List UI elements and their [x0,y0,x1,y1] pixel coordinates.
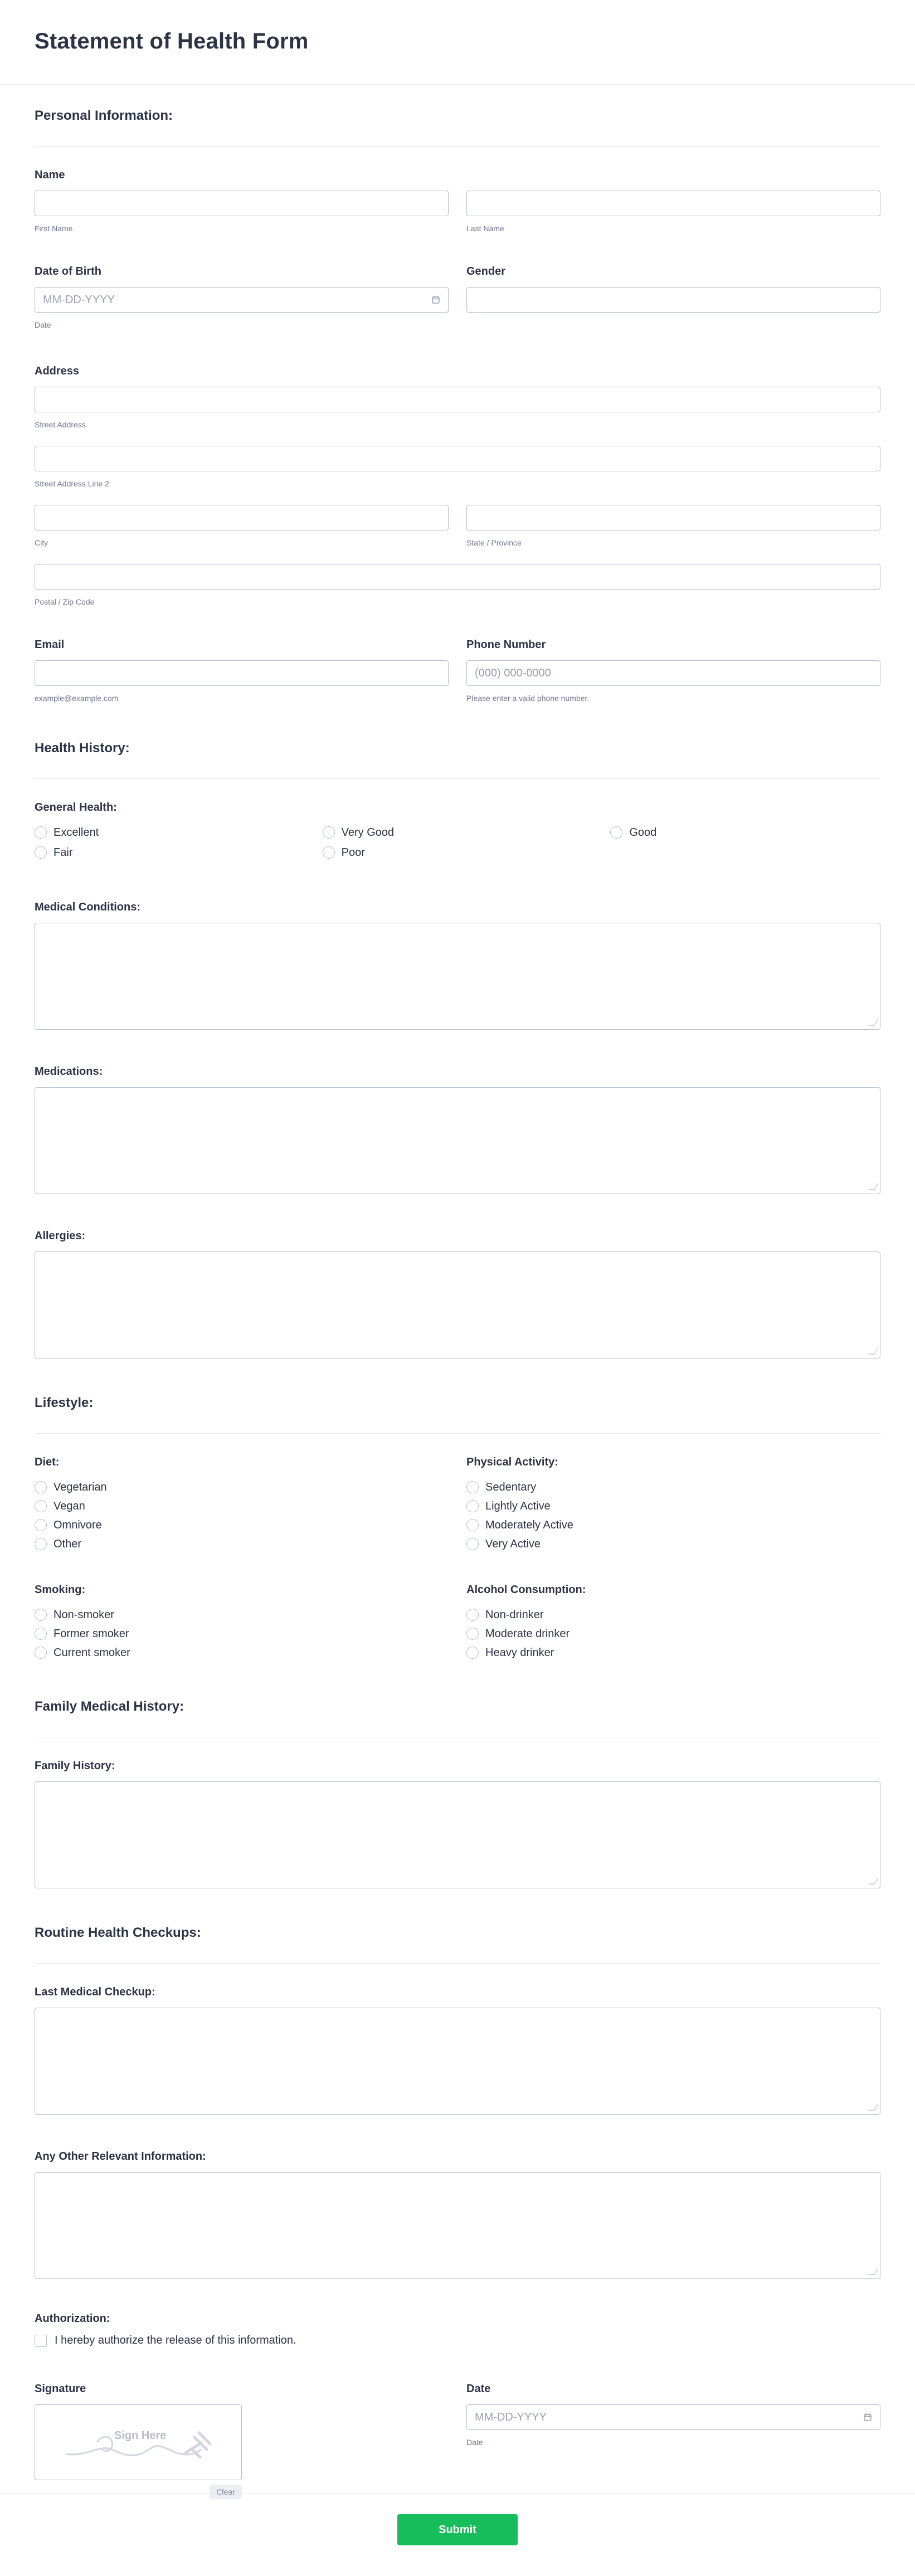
alcohol-option-label: Moderate drinker [485,1627,570,1640]
spacer [35,1434,880,1456]
radio-circle-icon [466,1647,479,1659]
name-row [35,191,880,233]
smoking-option-non-smoker[interactable] [35,1605,449,1624]
street-address-line-2-input[interactable] [35,446,880,471]
street-address-sublabel: Street Address [35,420,86,429]
dob-input[interactable] [35,287,449,313]
spacer [35,1888,880,1925]
state-col [466,505,880,547]
spacer [35,147,880,169]
signature-placeholder: Sign Here [114,2429,167,2442]
date-label: Date [466,2383,491,2395]
general-health-option-poor[interactable] [323,843,593,862]
diet-label: Diet: [35,1456,60,1468]
smoking-col [35,1584,449,1662]
signature-pad[interactable] [35,2404,242,2480]
postal-code-sublabel: Postal / Zip Code [35,597,95,606]
spacer [35,1964,880,1986]
general-health-option-label: Excellent [53,826,99,839]
state-sublabel: State / Province [466,538,522,547]
physical-activity-option-label: Sedentary [485,1481,537,1493]
general-health-option-very-good[interactable] [323,823,593,842]
gender-col [466,265,880,329]
other-info-textarea[interactable] [35,2172,880,2279]
spacer [35,779,880,801]
physical-activity-option-lightly-active[interactable] [466,1497,880,1516]
diet-option-label: Other [53,1537,82,1550]
checkbox-square-icon [35,2335,47,2347]
resize-handle-icon[interactable] [868,2268,879,2275]
radio-circle-icon [466,1481,479,1493]
phone-label: Phone Number [466,639,546,651]
city-sublabel: City [35,538,48,547]
alcohol-option-moderate-drinker[interactable] [466,1624,880,1643]
spacer [35,2279,880,2312]
section-title-family-medical-history: Family Medical History: [35,1699,880,1737]
resize-handle-icon[interactable] [868,2104,879,2111]
activity-col [466,1456,880,1554]
spacer [35,329,880,365]
section-title-routine-health-checkups: Routine Health Checkups: [35,1925,880,1964]
medications-label: Medications: [35,1065,103,1078]
physical-activity-option-label: Moderately Active [485,1518,573,1531]
physical-activity-option-very-active[interactable] [466,1535,880,1554]
diet-option-other[interactable] [35,1535,449,1554]
medications-textarea[interactable] [35,1087,880,1194]
email-phone-row [35,639,880,703]
physical-activity-label: Physical Activity: [466,1456,558,1468]
email-sublabel: example@example.com [35,694,119,703]
authorization-checkbox[interactable] [35,2334,880,2347]
dob-placeholder: MM-DD-YYYY [43,293,115,306]
general-health-option-excellent[interactable] [35,823,305,842]
diet-option-omnivore[interactable] [35,1516,449,1535]
medical-conditions-label: Medical Conditions: [35,901,140,913]
signature-date-row [35,2383,880,2499]
date-col [466,2383,880,2499]
alcohol-option-heavy-drinker[interactable] [466,1643,880,1662]
section-title-health-history: Health History: [35,741,880,779]
physical-activity-options [466,1478,880,1554]
radio-circle-icon [35,1519,47,1531]
submit-button[interactable]: Submit [397,2514,518,2545]
calendar-icon[interactable] [863,2413,872,2422]
general-health-option-label: Good [629,826,657,839]
radio-circle-icon [35,1609,47,1621]
alcohol-consumption-label: Alcohol Consumption: [466,1584,586,1596]
email-col [35,639,449,703]
general-health-label: General Health: [35,801,117,814]
diet-option-label: Vegetarian [53,1481,107,1493]
spacer [35,233,880,265]
spacer [35,1194,880,1230]
gender-input[interactable] [466,287,880,313]
diet-options [35,1478,449,1554]
spacer [35,547,880,564]
name-label: Name [35,169,65,181]
diet-option-label: Omnivore [53,1518,102,1531]
alcohol-option-label: Heavy drinker [485,1646,554,1659]
radio-circle-icon [323,846,335,859]
first-name-sublabel: First Name [35,224,73,233]
city-input[interactable] [35,505,449,530]
spacer [35,2115,880,2150]
last-medical-checkup-textarea[interactable] [35,2008,880,2115]
smoking-option-label: Former smoker [53,1627,129,1640]
form-header [0,0,915,85]
general-health-option-label: Very Good [341,826,395,839]
smoking-option-current-smoker[interactable] [35,1643,449,1662]
radio-circle-icon [466,1609,479,1621]
last-name-col [466,191,880,233]
spacer [35,1030,880,1065]
resize-handle-icon[interactable] [868,1348,879,1355]
spacer [35,2347,880,2383]
smoking-option-former-smoker[interactable] [35,1624,449,1643]
general-health-option-label: Poor [341,846,365,859]
calendar-icon[interactable] [431,295,440,304]
form-content [0,85,915,2500]
dob-gender-row [35,265,880,329]
section-title-lifestyle: Lifestyle: [35,1395,880,1434]
spacer [35,1662,880,1699]
gender-label: Gender [466,265,506,277]
section-title-personal-information: Personal Information: [35,108,880,147]
first-name-col [35,191,449,233]
radio-circle-icon [466,1519,479,1531]
radio-circle-icon [610,826,622,839]
diet-col [35,1456,449,1554]
spacer [35,703,880,741]
family-history-label: Family History: [35,1760,115,1772]
medical-conditions-textarea[interactable] [35,923,880,1030]
authorization-checkbox-text: I hereby authorize the release of this information. [55,2334,296,2346]
date-sublabel: Date [466,2438,483,2447]
radio-circle-icon [35,826,47,839]
smoking-options [35,1605,449,1662]
diet-activity-row [35,1456,880,1554]
alcohol-consumption-options [466,1605,880,1662]
page-title: Statement of Health Form [35,29,309,53]
physical-activity-option-sedentary[interactable] [466,1478,880,1497]
resize-handle-icon[interactable] [868,1019,879,1026]
last-name-input[interactable] [466,191,880,216]
radio-circle-icon [35,1538,47,1550]
spacer [35,85,880,108]
radio-circle-icon [323,826,335,839]
phone-col [466,639,880,703]
spacer [35,862,880,901]
street-address-line-2-sublabel: Street Address Line 2 [35,479,109,488]
other-info-label: Any Other Relevant Information: [35,2150,206,2163]
spacer [35,429,880,446]
allergies-label: Allergies: [35,1230,86,1242]
first-name-input[interactable] [35,191,449,216]
signature-pad-wrap [35,2404,242,2499]
radio-circle-icon [466,1500,479,1512]
smoking-option-label: Non-smoker [53,1608,114,1621]
street-address-input[interactable] [35,387,880,412]
resize-handle-icon[interactable] [868,1184,879,1190]
form-footer [0,2494,915,2576]
radio-circle-icon [35,1481,47,1493]
dob-col [35,265,449,329]
phone-input[interactable] [466,660,880,686]
radio-circle-icon [35,1500,47,1512]
alcohol-option-non-drinker[interactable] [466,1605,880,1624]
radio-circle-icon [466,1538,479,1550]
general-health-option-fair[interactable] [35,843,305,862]
spacer [35,1358,880,1395]
general-health-options [35,823,880,862]
radio-circle-icon [35,846,47,859]
signature-label: Signature [35,2383,86,2395]
smoking-alcohol-row [35,1584,880,1662]
physical-activity-option-label: Very Active [485,1537,541,1550]
family-history-textarea[interactable] [35,1781,880,1888]
radio-circle-icon [466,1628,479,1640]
smoking-option-label: Current smoker [53,1646,130,1659]
general-health-option-label: Fair [53,846,73,859]
date-placeholder: MM-DD-YYYY [475,2411,547,2423]
alcohol-option-label: Non-drinker [485,1608,544,1621]
last-medical-checkup-label: Last Medical Checkup: [35,1986,155,1998]
diet-option-label: Vegan [53,1499,85,1512]
radio-circle-icon [35,1647,47,1659]
city-col [35,505,449,547]
spacer [35,1554,880,1584]
date-input[interactable] [466,2404,880,2430]
general-health-option-good[interactable] [610,823,880,842]
physical-activity-option-label: Lightly Active [485,1499,551,1512]
email-input[interactable] [35,660,449,686]
dob-label: Date of Birth [35,265,101,277]
address-label: Address [35,365,80,377]
email-label: Email [35,639,65,651]
postal-code-input[interactable] [35,564,880,590]
physical-activity-option-moderately-active[interactable] [466,1516,880,1535]
phone-sublabel: Please enter a valid phone number. [466,694,590,703]
state-input[interactable] [466,505,880,530]
last-name-sublabel: Last Name [466,224,504,233]
authorization-label: Authorization: [35,2312,110,2325]
phone-placeholder: (000) 000-0000 [475,666,551,679]
alcohol-col [466,1584,880,1662]
smoking-label: Smoking: [35,1584,86,1596]
signature-clear-button[interactable]: Clear [210,2485,242,2499]
radio-circle-icon [35,1628,47,1640]
diet-option-vegetarian[interactable] [35,1478,449,1497]
spacer [35,1737,880,1760]
spacer [35,488,880,505]
spacer [35,606,880,639]
dob-sublabel: Date [35,320,51,329]
allergies-textarea[interactable] [35,1252,880,1358]
city-state-row [35,505,880,547]
signature-col [35,2383,449,2499]
resize-handle-icon[interactable] [868,1878,879,1884]
diet-option-vegan[interactable] [35,1497,449,1516]
